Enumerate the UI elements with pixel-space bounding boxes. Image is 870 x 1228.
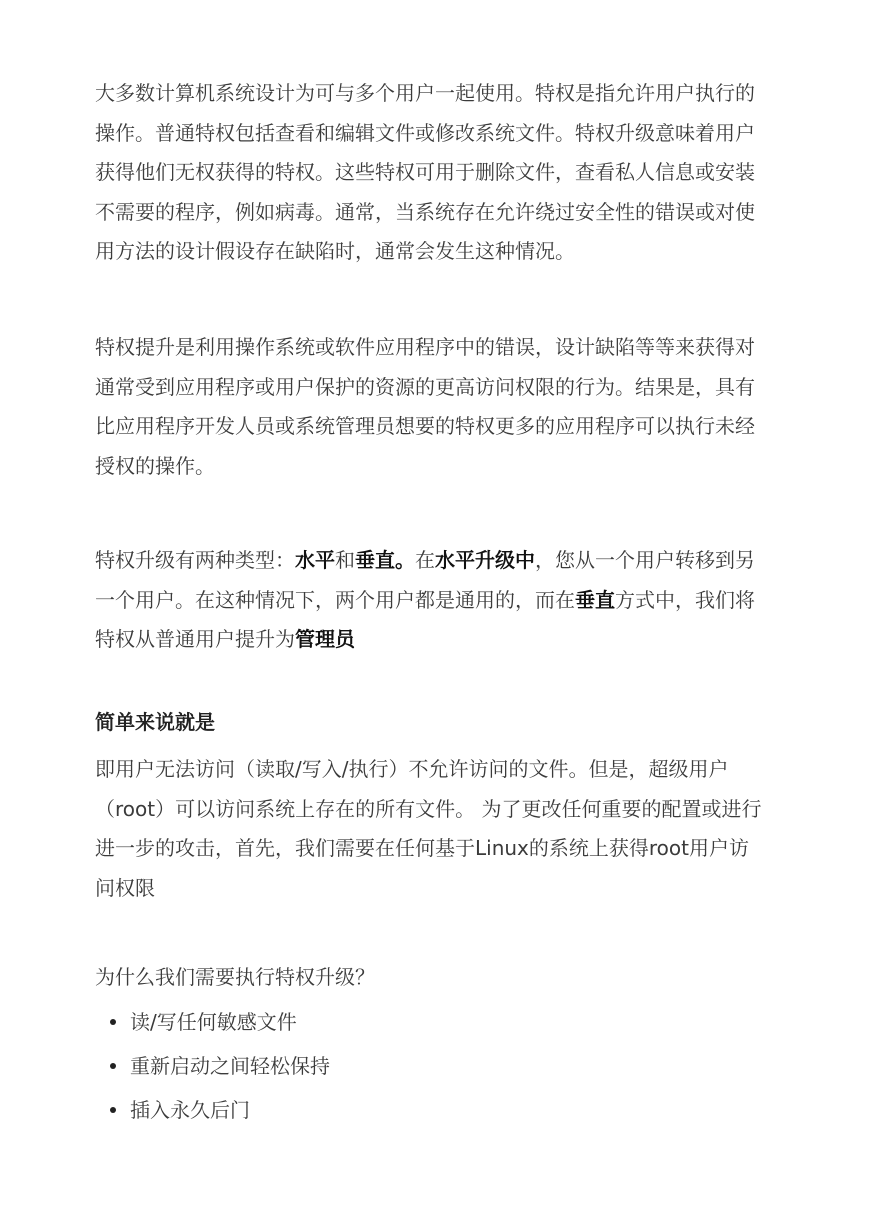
paragraph-privilege-escalation: 特权提升是利用操作系统或软件应用程序中的错误，设计缺陷等等来获得对通常受到应用程序或用户保护的资源的更高访问权限的行为。结果是，具有比应用程序开发人员或系统管理员想要的特权更多的应用程序可以执行未经授权的操作。: [95, 335, 755, 478]
list-item: [95, 1000, 330, 1044]
list-item-text: 插入永久后门: [130, 1098, 250, 1122]
bold-term-horizontal: 水平: [295, 548, 335, 572]
bold-term-vertical: 垂直。: [355, 548, 415, 572]
list-item: [95, 1088, 330, 1132]
bold-term-vertical-mode: 垂直: [575, 587, 615, 612]
text-segment: ，您从一个用户转移到另一个用户。在这种情况下，两个用户都是通用的，而在: [95, 548, 755, 612]
list-item-text: 读/写任何敏感文件: [130, 1010, 297, 1034]
paragraph-simple-explanation: 即用户无法访问（读取/写入/执行）不允许访问的文件。但是，超级用户（root）可以访问系统上存在的所有文件。 为了更改任何重要的配置或进行进一步的攻击，首先，我们需要在任何基于Linux的系统上获得root用户访问权限: [95, 757, 762, 900]
bullet-icon: [110, 1107, 116, 1113]
list-item-text: 重新启动之间轻松保持: [130, 1054, 330, 1078]
paragraph-privilege-intro: 大多数计算机系统设计为可与多个用户一起使用。特权是指允许用户执行的操作。普通特权包括查看和编辑文件或修改系统文件。特权升级意味着用户获得他们无权获得的特权。这些特权可用于删除文件，查看私人信息或安装不需要的程序，例如病毒。通常，当系统存在允许绕过安全性的错误或对使用方法的设计假设存在缺陷时，通常会发生这种情况。: [95, 81, 755, 263]
paragraph-escalation-types: [95, 541, 765, 660]
text-segment: 方式中，我们将特权从普通用户提升为: [95, 587, 755, 651]
bold-term-administrator: 管理员: [295, 627, 355, 651]
bullet-icon: [110, 1063, 116, 1069]
bold-term-horizontal-escalation: 水平升级中: [435, 548, 535, 572]
text-segment: 在: [415, 548, 435, 572]
question-line: 为什么我们需要执行特权升级？: [95, 965, 375, 989]
text-segment: 和: [335, 548, 355, 572]
text-segment: 特权升级有两种类型：: [95, 548, 295, 572]
bullet-icon: [110, 1019, 116, 1025]
section-heading: 简单来说就是: [95, 710, 215, 734]
list-item: [95, 1044, 330, 1088]
reasons-list: [95, 1000, 330, 1132]
